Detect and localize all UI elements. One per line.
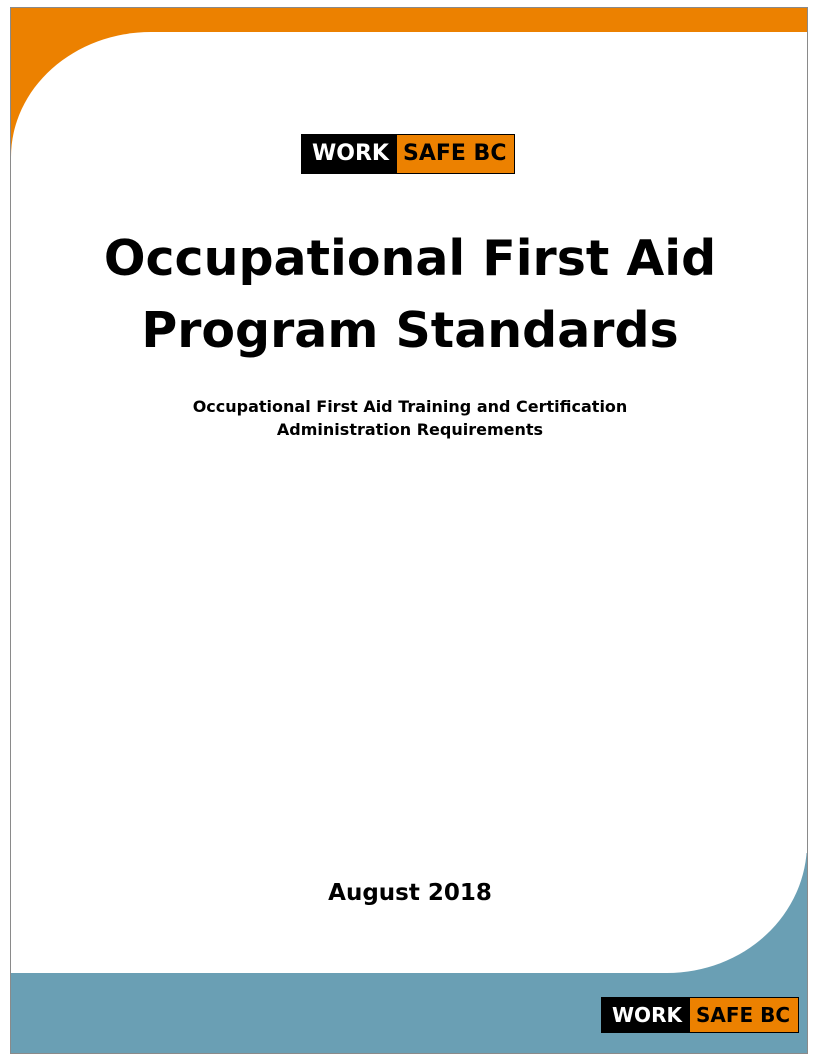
document-title — [11, 223, 808, 367]
worksafebc-logo-bottom — [601, 997, 799, 1033]
title-line-2: Program Standards — [141, 302, 679, 359]
document-subtitle — [11, 395, 808, 441]
logo-work-text: WORK — [302, 135, 397, 173]
title-line-1: Occupational First Aid — [103, 230, 717, 287]
cover-page — [10, 7, 808, 1054]
publication-date: August 2018 — [328, 880, 492, 906]
subtitle-line-1: Occupational First Aid Training and Certification — [192, 397, 628, 416]
logo-safebc-text: SAFE BC — [397, 135, 515, 173]
worksafebc-logo-top — [301, 134, 515, 174]
subtitle-line-2: Administration Requirements — [276, 420, 544, 439]
logo-safebc-text: SAFE BC — [690, 998, 798, 1032]
logo-work-text: WORK — [602, 998, 690, 1032]
